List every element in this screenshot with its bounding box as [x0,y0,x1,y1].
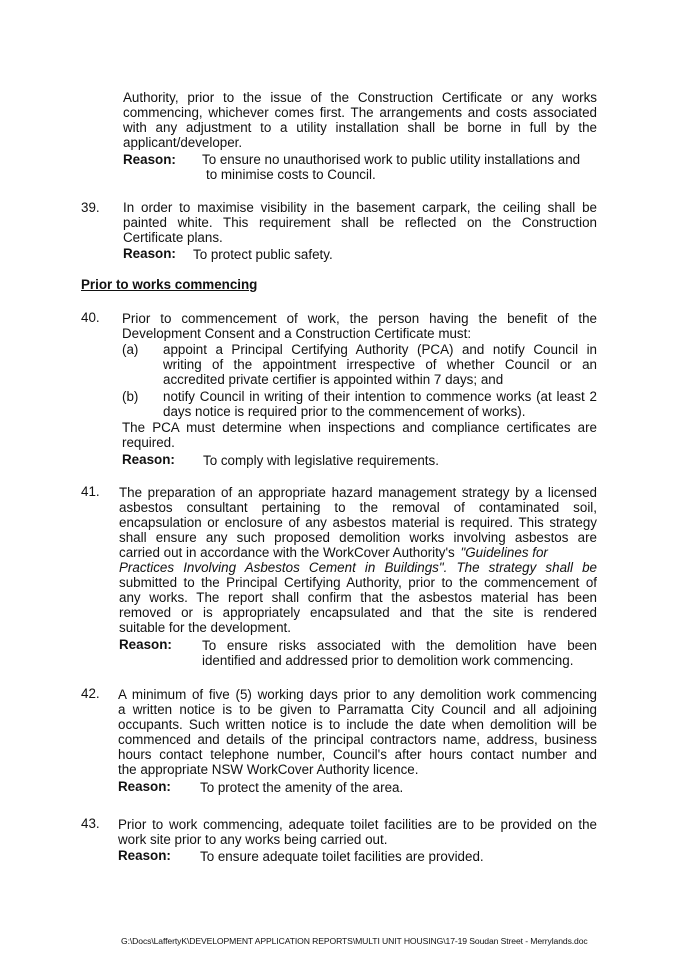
reason-text: To ensure risks associated with the demolition have been [202,638,597,653]
body-line: hours contact telephone number, Council's after hours contact number and [118,747,597,762]
reason-text: To protect public safety. [193,247,333,262]
body-line: a written notice is to be given to Parramatta City Council and all adjoining [118,702,597,717]
body-line: work site prior to any works being carried out. [118,832,388,847]
item-number: 39. [81,200,100,215]
body-line: the appropriate NSW WorkCover Authority licence. [118,762,419,777]
body-line [119,545,548,560]
item-number: 40. [81,310,100,325]
body-text: carried out in accordance with the WorkCover Authority's [119,545,455,560]
body-line: removed or is appropriately encapsulated and that the site is rendered [119,605,597,620]
body-line: occupants. Such written notice is to include the date when demolition will be [118,717,597,732]
body-line: days notice is required prior to the commencement of works). [163,404,526,419]
body-line: The preparation of an appropriate hazard management strategy by a licensed [119,485,597,500]
reason-label: Reason: [123,152,176,167]
body-line: painted white. This requirement shall be reflected on the Construction [123,215,597,230]
body-line: appoint a Principal Certifying Authority (PCA) and notify Council in [163,342,597,357]
body-line: Prior to commencement of work, the person having the benefit of the [122,311,597,326]
body-line: asbestos consultant pertaining to the removal of contaminated soil, [119,500,597,515]
body-line: accredited private certifier is appointed within 7 days; and [163,372,504,387]
reason-text: To ensure no unauthorised work to public utility installations and [202,152,581,167]
body-line: The PCA must determine when inspections and compliance certificates are [122,420,597,435]
sub-label: (b) [122,389,139,404]
body-line: Certificate plans. [123,230,223,245]
body-line: required. [122,435,175,450]
italic-text: "Guidelines for [460,545,548,560]
reason-text: To ensure adequate toilet facilities are provided. [200,849,484,864]
body-line: applicant/developer. [123,135,243,150]
body-line: Authority, prior to the issue of the Construction Certificate or any works [123,90,597,105]
section-heading: Prior to works commencing [81,277,258,292]
reason-text: To protect the amenity of the area. [200,780,404,795]
reason-text: identified and addressed prior to demolition work commencing. [202,653,574,668]
body-line: notify Council in writing of their intention to commence works (at least 2 [163,389,597,404]
sub-label: (a) [122,342,139,357]
body-line: suitable for the development. [119,620,291,635]
body-line [119,560,597,575]
body-line: A minimum of five (5) working days prior to any demolition work commencing [118,687,597,702]
body-line: encapsulation or enclosure of any asbestos material is required. This strategy [119,515,597,530]
reason-label: Reason: [122,452,175,467]
reason-text: to minimise costs to Council. [206,167,376,182]
body-line: Prior to work commencing, adequate toilet facilities are to be provided on the [118,817,597,832]
body-line: any works. The report shall confirm that the asbestos material has been [119,590,597,605]
reason-label: Reason: [123,246,176,261]
body-line: submitted to the Principal Certifying Authority, prior to the commencement of [119,575,597,590]
body-line: In order to maximise visibility in the basement carpark, the ceiling shall be [123,200,597,215]
body-line: with any adjustment to a utility installation shall be borne in full by the [123,120,597,135]
item-number: 43. [81,816,100,831]
footer-file-path: G:\Docs\LaffertyK\DEVELOPMENT APPLICATION REPORTS\MULTI UNIT HOUSING\17-19 Soudan Street - Merrylands.doc [121,936,588,946]
italic-text: Practices Involving Asbestos Cement in Buildings". The strategy shall be [119,560,597,575]
body-line: Development Consent and a Construction Certificate must: [122,326,472,341]
body-line: shall ensure any such proposed demolition works involving asbestos are [119,530,597,545]
reason-text: To comply with legislative requirements. [203,453,439,468]
reason-label: Reason: [118,848,171,863]
item-number: 41. [81,484,100,499]
body-line: commencing, whichever comes first. The arrangements and costs associated [123,105,597,120]
item-number: 42. [81,686,100,701]
reason-label: Reason: [119,637,172,652]
reason-label: Reason: [118,779,171,794]
body-line: commenced and details of the principal contractors name, address, business [118,732,597,747]
body-line: writing of the appointment irrespective of whether Council or an [163,357,597,372]
